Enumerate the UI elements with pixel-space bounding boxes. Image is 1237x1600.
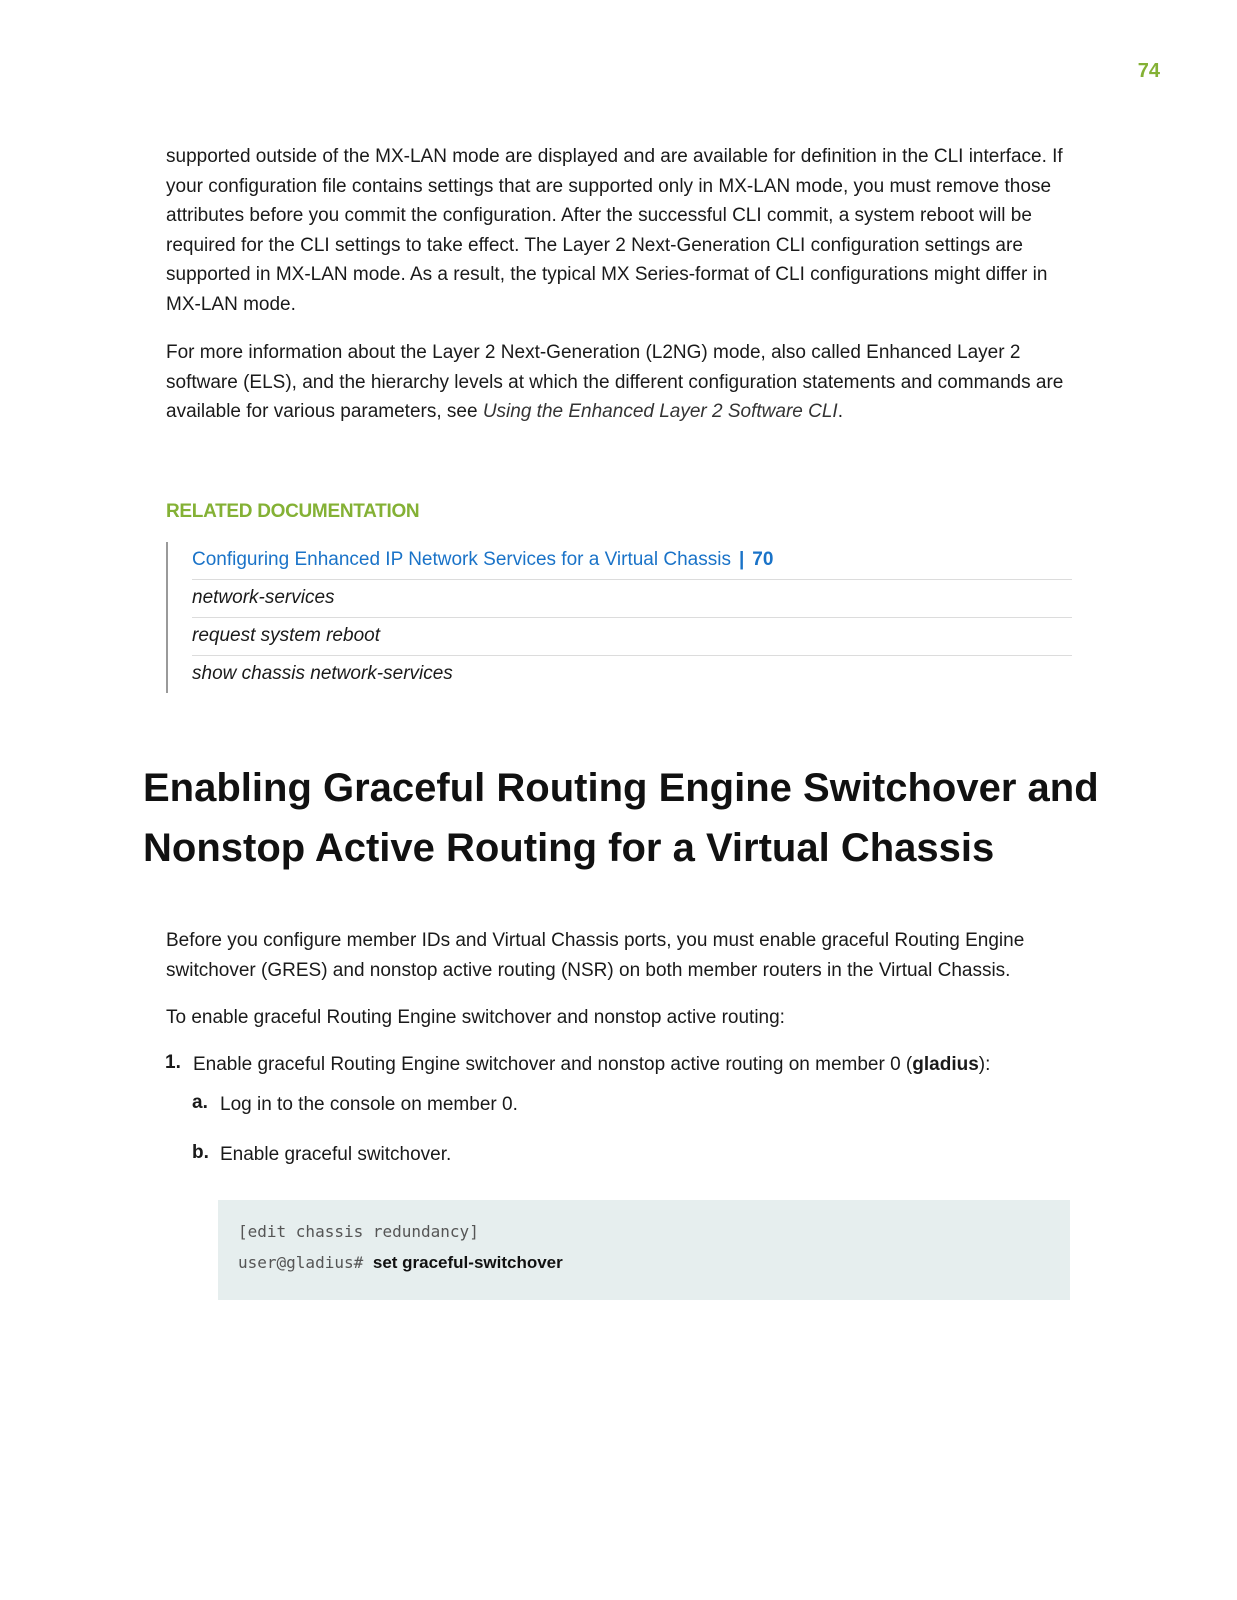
substep-text: Enable graceful switchover. bbox=[220, 1144, 452, 1165]
page-reference[interactable]: 70 bbox=[752, 549, 774, 570]
related-documentation-heading: RELATED DOCUMENTATION bbox=[166, 501, 420, 522]
body-paragraph: supported outside of the MX-LAN mode are displayed and are available for definition in the CLI interface. If your configuration file contains settings that are supported only in MX-LAN mode, you must remove those attributes before you commit the configuration. After the successful CLI commit, a system reboot will be required for the CLI settings to take effect. The Layer 2 Next-Generation CLI configuration settings are supported in MX-LAN mode. As a result, the typical MX Series-format of CLI configurations might differ in MX-LAN mode. bbox=[166, 146, 1063, 315]
code-line bbox=[238, 1253, 563, 1273]
doc-link[interactable]: Using the Enhanced Layer 2 Software CLI bbox=[482, 401, 838, 423]
code-line: [edit chassis redundancy] bbox=[238, 1222, 479, 1241]
paragraph-text: . bbox=[837, 401, 843, 423]
code-prompt: user@gladius# bbox=[238, 1253, 373, 1272]
page-number: 74 bbox=[1137, 60, 1160, 82]
step-text-part: ): bbox=[978, 1054, 991, 1075]
code-command: set graceful-switchover bbox=[372, 1253, 563, 1272]
step-text-part: Enable graceful Routing Engine switchover and nonstop active routing on member 0 ( bbox=[193, 1054, 913, 1075]
code-block bbox=[218, 1200, 1070, 1300]
body-paragraph bbox=[166, 338, 1076, 427]
related-item[interactable]: request system reboot bbox=[192, 618, 1072, 656]
substep-text: Log in to the console on member 0. bbox=[220, 1094, 518, 1115]
related-item[interactable]: show chassis network-services bbox=[192, 663, 453, 684]
related-link[interactable]: Configuring Enhanced IP Network Services for a Virtual Chassis bbox=[192, 549, 731, 570]
related-item[interactable]: network-services bbox=[192, 580, 1072, 618]
substep-number: b. bbox=[192, 1142, 209, 1163]
paragraph-text: For more information about the Layer 2 Next-Generation (L2NG) mode, also called Enhanced Layer 2 software (ELS), and the hierarchy levels at which the different configuration statements and commands are available for various parameters, see bbox=[166, 342, 1064, 423]
lead-paragraph: To enable graceful Routing Engine switchover and nonstop active routing: bbox=[166, 1007, 785, 1028]
step-number: 1. bbox=[165, 1052, 181, 1073]
separator: | bbox=[738, 549, 745, 570]
step-text bbox=[193, 1050, 1073, 1079]
section-title: Enabling Graceful Routing Engine Switchover and Nonstop Active Routing for a Virtual Chassis bbox=[143, 766, 1099, 870]
substep-number: a. bbox=[192, 1092, 208, 1113]
related-item[interactable] bbox=[192, 542, 1072, 580]
intro-paragraph: Before you configure member IDs and Virtual Chassis ports, you must enable graceful Routing Engine switchover (GRES) and nonstop active routing (NSR) on both member routers in the Virtual Chassis. bbox=[166, 930, 1025, 981]
device-name: gladius bbox=[912, 1054, 979, 1075]
related-documentation-list bbox=[166, 542, 1072, 693]
